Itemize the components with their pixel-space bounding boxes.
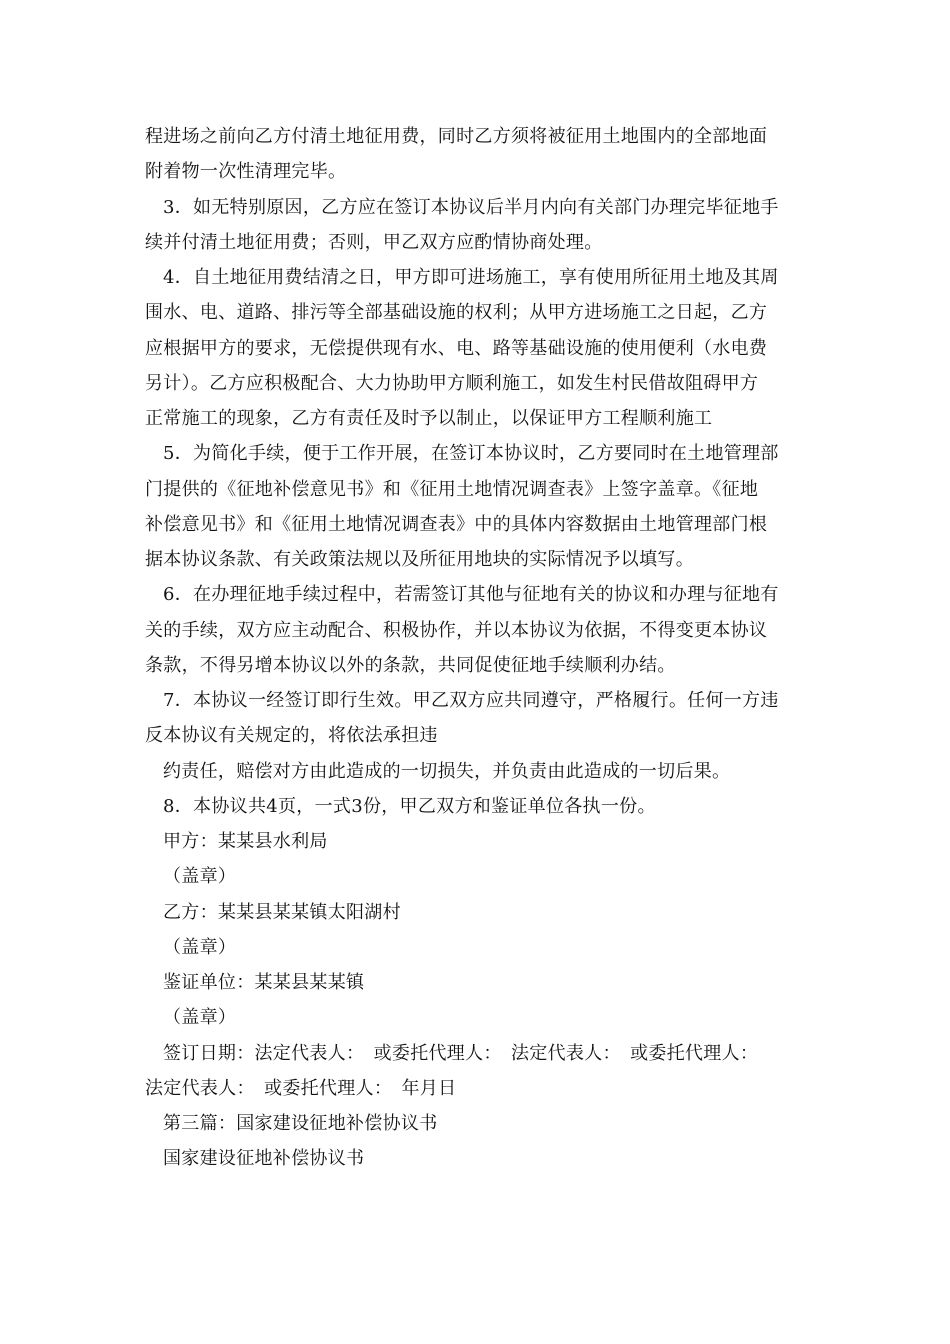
signing-date-line: 签订日期：法定代表人： 或委托代理人： 法定代表人： 或委托代理人： (163, 1043, 759, 1064)
text-line: 另计）。乙方应积极配合、大力协助甲方顺利施工，如发生村民借故阻碍甲方 (145, 373, 759, 394)
text-line: 续并付清土地征用费；否则，甲乙双方应酌情协商处理。 (145, 232, 603, 253)
text-line: 约责任，赔偿对方由此造成的一切损失，并负责由此造成的一切后果。 (163, 761, 731, 782)
text-line: 关的手续，双方应主动配合、积极协作，并以本协议为依据，不得变更本协议 (145, 620, 768, 641)
text-line: 附着物一次性清理完毕。 (145, 161, 347, 182)
text-line: 程进场之前向乙方付清土地征用费，同时乙方须将被征用土地围内的全部地面 (145, 126, 768, 147)
text-line: 反本协议有关规定的，将依法承担违 (145, 725, 438, 746)
text-line: 8．本协议共4页，一式3份，甲乙双方和鉴证单位各执一份。 (163, 796, 656, 817)
text-line: 4．自土地征用费结清之日，甲方即可进场施工，享有使用所征用土地及其周 (163, 267, 779, 288)
text-line: 应根据甲方的要求，无偿提供现有水、电、路等基础设施的使用便利（水电费 (145, 338, 768, 359)
text-line: 据本协议条款、有关政策法规以及所征用地块的实际情况予以填写。 (145, 549, 694, 570)
section-heading: 第三篇：国家建设征地补偿协议书 (163, 1113, 438, 1134)
text-line: 条款，不得另增本协议以外的条款，共同促使征地手续顺利办结。 (145, 655, 676, 676)
signature-line: 法定代表人： 或委托代理人： 年月日 (145, 1078, 457, 1099)
text-line: 6．在办理征地手续过程中，若需签订其他与征地有关的协议和办理与征地有 (163, 584, 779, 605)
party-b-line: 乙方：某某县某某镇太阳湖村 (163, 902, 401, 923)
text-line: 3．如无特别原因，乙方应在签订本协议后半月内向有关部门办理完毕征地手 (163, 197, 779, 218)
seal-line: （盖章） (163, 866, 237, 887)
seal-line: （盖章） (163, 1007, 237, 1028)
seal-line: （盖章） (163, 937, 237, 958)
text-line: 正常施工的现象，乙方有责任及时予以制止，以保证甲方工程顺利施工 (145, 408, 713, 429)
text-line: 7．本协议一经签订即行生效。甲乙双方应共同遵守，严格履行。任何一方违 (163, 690, 779, 711)
text-line: 围水、电、道路、排污等全部基础设施的权利；从甲方进场施工之日起，乙方 (145, 302, 768, 323)
party-a-line: 甲方：某某县水利局 (163, 831, 328, 852)
document-title: 国家建设征地补偿协议书 (163, 1148, 365, 1169)
text-line: 补偿意见书》和《征用土地情况调查表》中的具体内容数据由土地管理部门根 (145, 514, 768, 535)
text-line: 门提供的《征地补偿意见书》和《征用土地情况调查表》上签字盖章。《征地 (145, 479, 759, 500)
text-line: 5．为简化手续，便于工作开展，在签订本协议时，乙方要同时在土地管理部 (163, 443, 779, 464)
witness-line: 鉴证单位：某某县某某镇 (163, 972, 365, 993)
